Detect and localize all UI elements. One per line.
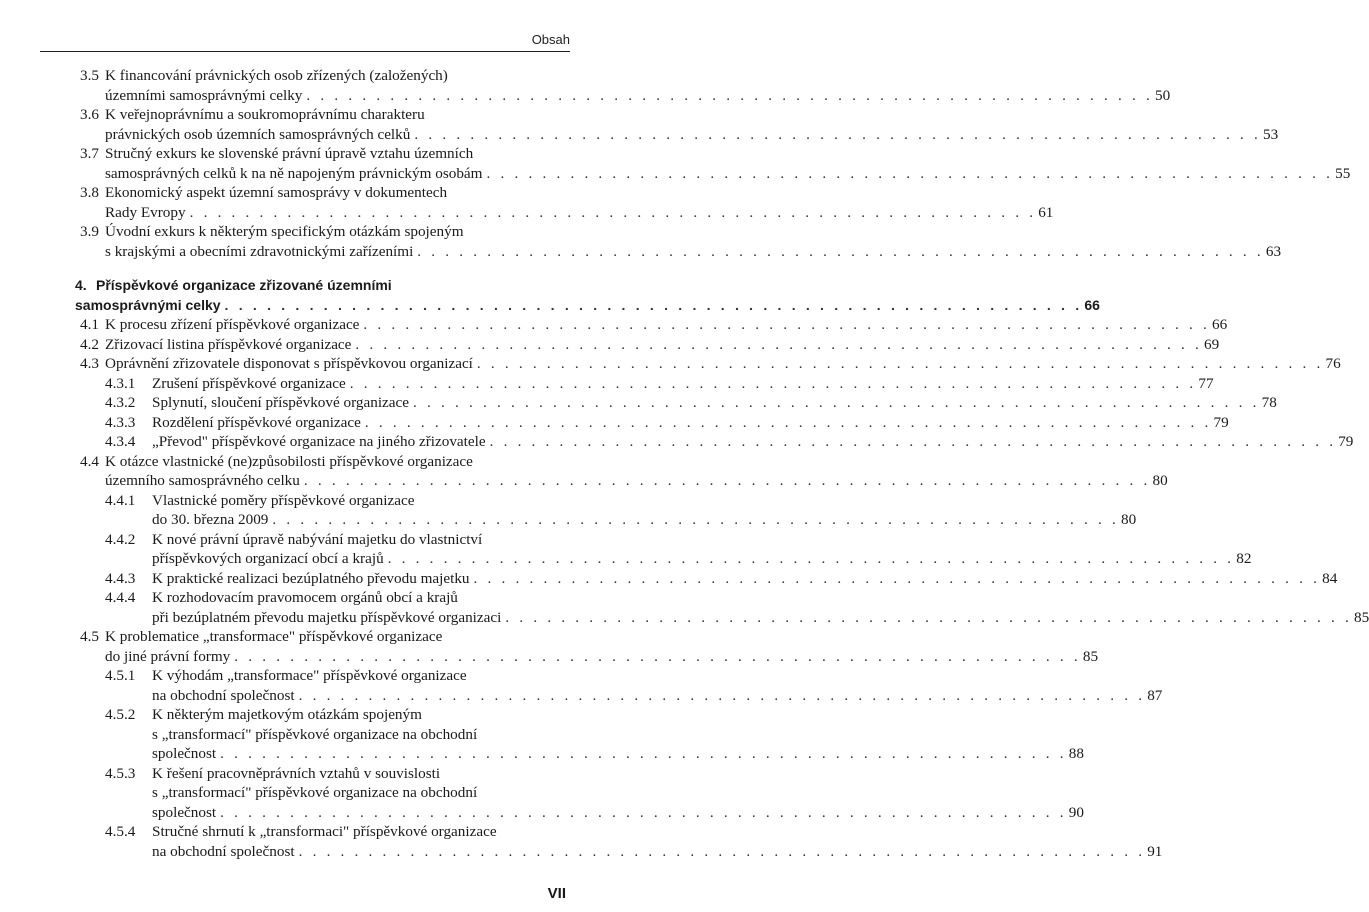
toc-entry-line — [0, 842, 1163, 862]
toc-entry-line — [0, 744, 1084, 764]
toc-entry-line — [0, 105, 600, 125]
toc-entry-title: Příspěvkové organizace zřizované územními — [96, 277, 392, 293]
toc-entry-title: na obchodní společnost — [152, 842, 295, 860]
toc-entry-line — [0, 393, 1277, 413]
toc-entry-title: Zřizovací listina příspěvkové organizace — [105, 335, 352, 353]
toc-entry-line — [0, 803, 1084, 823]
toc-entry-line — [0, 549, 1252, 569]
toc-entry-title: K financování právnických osob zřízených (založených) — [105, 67, 448, 84]
toc-entry-line — [0, 144, 600, 164]
dot-leader: . . . . . . . . . . . . . . . . . . . . . . . . . . . . . . . . . . . . . . . . . . . . . . . . . . . . . . . . . . . . . — [387, 550, 1235, 567]
toc-entry-number: 4.5 — [80, 628, 99, 645]
toc-entry-number: 3.7 — [80, 145, 99, 162]
toc-entry-line — [0, 164, 1351, 184]
dot-leader: . . . . . . . . . . . . . . . . . . . . . . . . . . . . . . . . . . . . . . . . . . . . . . . . . . . . . . . . . . . . . — [505, 608, 1352, 626]
dot-leader: . . . . . . . . . . . . . . . . . . . . . . . . . . . . . . . . . . . . . . . . . . . . . . . . . . . . . . . . . . . . . — [349, 374, 1197, 392]
toc-entry-line — [0, 510, 1137, 530]
toc-entry-title: Oprávnění zřizovatele disponovat s příspěvkovou organizací — [105, 355, 473, 372]
toc-entry-page: 76 — [1325, 355, 1341, 372]
toc-entry-title: K veřejnoprávnímu a soukromoprávnímu charakteru — [105, 106, 425, 123]
toc-entry-title: Vlastnické poměry příspěvkové organizace — [152, 491, 415, 509]
dot-leader: . . . . . . . . . . . . . . . . . . . . . . . . . . . . . . . . . . . . . . . . . . . . . . . . . . . . . . . . . . . . . — [363, 316, 1211, 333]
toc-entry-title: na obchodní společnost — [152, 686, 295, 704]
toc-entry-number: 4.1 — [80, 316, 99, 333]
toc-entry-title: K výhodám „transformace" příspěvkové organizace — [152, 667, 467, 684]
toc-entry-number: 4.5.1 — [105, 667, 136, 684]
dot-leader: . . . . . . . . . . . . . . . . . . . . . . . . . . . . . . . . . . . . . . . . . . . . . . . . . . . . . . . . . . . . . — [220, 745, 1067, 762]
toc-entry-line — [0, 783, 600, 803]
toc-entry-line — [0, 354, 1341, 374]
toc-entry-title: Stručný exkurs ke slovenské právní úpravě vztahu územních — [105, 145, 474, 162]
toc-entry-line — [0, 296, 1100, 316]
running-header-title: Obsah — [531, 32, 570, 47]
toc-entry-title: příspěvkových organizací obcí a krajů — [152, 550, 384, 567]
toc-entry-number: 4.4.3 — [105, 569, 136, 587]
toc-entry-title: při bezúplatném převodu majetku příspěvkové organizaci — [152, 608, 502, 626]
toc-entry-line — [0, 491, 600, 511]
dot-leader: . . . . . . . . . . . . . . . . . . . . . . . . . . . . . . . . . . . . . . . . . . . . . . . . . . . . . . . . . . . . . — [298, 686, 1146, 704]
toc-entry-number: 4.4 — [80, 452, 99, 470]
toc-entry-page: 91 — [1147, 842, 1163, 860]
toc-entry-line — [0, 125, 1279, 145]
toc-entry-number: 4.4.1 — [105, 491, 136, 509]
toc-entry-number: 4.5.4 — [105, 823, 136, 840]
toc-entry-line — [0, 222, 600, 242]
toc-entry-line — [0, 452, 600, 472]
toc-entry-title: právnických osob územních samosprávných celků — [105, 125, 411, 143]
toc-entry-title: K rozhodovacím pravomocem orgánů obcí a krajů — [152, 589, 458, 606]
toc-entry-page: 50 — [1155, 86, 1171, 104]
toc-entry-title: „Převod" příspěvkové organizace na jiného zřizovatele — [152, 433, 486, 450]
toc-entry-page: 85 — [1082, 647, 1099, 665]
toc-entry-title: K problematice „transformace" příspěvkové organizace — [105, 628, 443, 645]
dot-leader: . . . . . . . . . . . . . . . . . . . . . . . . . . . . . . . . . . . . . . . . . . . . . . . . . . . . . . . . . . . . . — [234, 647, 1081, 665]
toc-entry-line — [0, 686, 1163, 706]
toc-entry-number: 4.3 — [80, 355, 99, 372]
toc-entry-page: 79 — [1338, 433, 1354, 450]
dot-leader: . . . . . . . . . . . . . . . . . . . . . . . . . . . . . . . . . . . . . . . . . . . . . . . . . . . . . . . . . . . . . — [224, 296, 1083, 313]
toc-entry-line — [0, 666, 600, 686]
toc-entry-page: 79 — [1213, 413, 1229, 431]
toc-entry-title: Stručné shrnutí k „transformaci" příspěvkové organizace — [152, 823, 497, 840]
toc-entry-line — [0, 335, 1220, 355]
toc-entry-line — [0, 627, 600, 647]
toc-entry-number: 3.9 — [80, 223, 99, 240]
toc-entry-page: 78 — [1261, 394, 1277, 411]
dot-leader: . . . . . . . . . . . . . . . . . . . . . . . . . . . . . . . . . . . . . . . . . . . . . . . . . . . . . . . . . . . . . — [364, 413, 1212, 431]
toc-entry-number: 4.3.3 — [105, 413, 136, 431]
toc-entry-page: 61 — [1038, 203, 1054, 221]
toc-entry-page: 80 — [1121, 511, 1137, 528]
dot-leader: . . . . . . . . . . . . . . . . . . . . . . . . . . . . . . . . . . . . . . . . . . . . . . . . . . . . . . . . . . . . . — [489, 433, 1337, 450]
dot-leader: . . . . . . . . . . . . . . . . . . . . . . . . . . . . . . . . . . . . . . . . . . . . . . . . . . . . . . . . . . . . . — [473, 569, 1321, 587]
toc-entry-page: 84 — [1322, 569, 1338, 587]
toc-entry-title: územního samosprávného celku — [105, 472, 300, 489]
toc-entry-line — [0, 530, 600, 550]
toc-entry-line — [0, 66, 600, 86]
dot-leader: . . . . . . . . . . . . . . . . . . . . . . . . . . . . . . . . . . . . . . . . . . . . . . . . . . . . . . . . . . . . . — [414, 125, 1261, 143]
toc-entry-page: 90 — [1068, 803, 1084, 821]
toc-entry-number: 4.3.2 — [105, 394, 136, 411]
toc-entry-title: K nové právní úpravě nabývání majetku do vlastnictví — [152, 530, 483, 548]
toc-entry-number: 4.4.4 — [105, 589, 136, 606]
toc-entry-page: 69 — [1204, 335, 1220, 353]
toc-entry-title: K otázce vlastnické (ne)způsobilosti příspěvkové organizace — [105, 452, 473, 470]
toc-entry-page: 80 — [1152, 472, 1168, 489]
dot-leader: . . . . . . . . . . . . . . . . . . . . . . . . . . . . . . . . . . . . . . . . . . . . . . . . . . . . . . . . . . . . . — [220, 803, 1067, 821]
dot-leader: . . . . . . . . . . . . . . . . . . . . . . . . . . . . . . . . . . . . . . . . . . . . . . . . . . . . . . . . . . . . . — [486, 164, 1334, 182]
toc-entry-number: 4.2 — [80, 335, 99, 353]
toc-entry-title: s „transformací" příspěvkové organizace na obchodní — [152, 725, 478, 743]
dot-leader: . . . . . . . . . . . . . . . . . . . . . . . . . . . . . . . . . . . . . . . . . . . . . . . . . . . . . . . . . . . . . — [272, 511, 1120, 528]
toc-entry-title: do jiné právní formy — [105, 647, 231, 665]
toc-entry-title: K řešení pracovněprávních vztahů v souvislosti — [152, 764, 441, 782]
toc-entry-page: 87 — [1147, 686, 1163, 704]
toc-entry-title: K praktické realizaci bezúplatného převodu majetku — [152, 569, 470, 587]
toc-entry-line — [0, 86, 1171, 106]
toc-entry-title: samosprávnými celky — [75, 296, 221, 313]
toc-entry-line — [0, 608, 1369, 628]
dot-leader: . . . . . . . . . . . . . . . . . . . . . . . . . . . . . . . . . . . . . . . . . . . . . . . . . . . . . . . . . . . . . — [306, 86, 1154, 104]
toc-entry-number: 4.3.4 — [105, 433, 136, 450]
running-header — [40, 25, 570, 52]
toc-entry-page: 66 — [1084, 296, 1100, 313]
toc-entry-title: samosprávných celků k na ně napojeným právnickým osobám — [105, 164, 483, 182]
toc-entry-title: územními samosprávnými celky — [105, 86, 303, 104]
table-of-contents — [0, 66, 1369, 861]
toc-entry-page: 63 — [1265, 242, 1282, 260]
toc-entry-line — [0, 374, 1214, 394]
toc-entry-title: Rozdělení příspěvkové organizace — [152, 413, 361, 431]
toc-entry-line — [0, 822, 600, 842]
toc-entry-line — [0, 276, 600, 296]
toc-entry-line — [0, 183, 600, 203]
toc-entry-title: K některým majetkovým otázkám spojeným — [152, 706, 422, 723]
toc-entry-line — [0, 764, 600, 784]
dot-leader: . . . . . . . . . . . . . . . . . . . . . . . . . . . . . . . . . . . . . . . . . . . . . . . . . . . . . . . . . . . . . — [298, 842, 1146, 860]
toc-entry-page: 55 — [1335, 164, 1351, 182]
toc-entry-title: s krajskými a obecními zdravotnickými zařízeními — [105, 242, 414, 260]
toc-entry-page: 53 — [1262, 125, 1279, 143]
toc-entry-page: 66 — [1212, 316, 1228, 333]
toc-entry-line — [0, 647, 1099, 667]
toc-entry-number: 4.5.2 — [105, 706, 136, 723]
toc-entry-page: 88 — [1068, 745, 1084, 762]
toc-entry-number: 3.8 — [80, 184, 99, 201]
toc-entry-line — [0, 413, 1229, 433]
toc-entry-title: Zrušení příspěvkové organizace — [152, 374, 346, 392]
toc-entry-line — [0, 242, 1282, 262]
toc-entry-line — [0, 588, 600, 608]
toc-entry-number: 4.3.1 — [105, 374, 136, 392]
toc-entry-line — [0, 203, 1054, 223]
toc-entry-line — [0, 569, 1338, 589]
toc-entry-number: 4.5.3 — [105, 764, 136, 782]
toc-entry-line — [0, 705, 600, 725]
dot-leader: . . . . . . . . . . . . . . . . . . . . . . . . . . . . . . . . . . . . . . . . . . . . . . . . . . . . . . . . . . . . . — [413, 394, 1260, 411]
toc-entry-title: společnost — [152, 803, 217, 821]
toc-entry-number: 3.6 — [80, 106, 99, 123]
toc-entry-title: do 30. března 2009 — [152, 511, 269, 528]
toc-entry-title: společnost — [152, 745, 217, 762]
dot-leader: . . . . . . . . . . . . . . . . . . . . . . . . . . . . . . . . . . . . . . . . . . . . . . . . . . . . . . . . . . . . . — [476, 355, 1324, 372]
toc-entry-number: 4. — [75, 277, 87, 293]
toc-entry-number: 4.4.2 — [105, 530, 136, 548]
toc-entry-page: 82 — [1236, 550, 1252, 567]
dot-leader: . . . . . . . . . . . . . . . . . . . . . . . . . . . . . . . . . . . . . . . . . . . . . . . . . . . . . . . . . . . . . — [355, 335, 1203, 353]
toc-entry-line — [0, 432, 1354, 452]
toc-entry-title: K procesu zřízení příspěvkové organizace — [105, 316, 360, 333]
toc-entry-line — [0, 315, 1228, 335]
toc-entry-page: 85 — [1353, 608, 1369, 626]
dot-leader: . . . . . . . . . . . . . . . . . . . . . . . . . . . . . . . . . . . . . . . . . . . . . . . . . . . . . . . . . . . . . — [303, 472, 1151, 489]
toc-entry-title: Rady Evropy — [105, 203, 186, 221]
toc-entry-title: Splynutí, sloučení příspěvkové organizace — [152, 394, 410, 411]
toc-entry-number: 3.5 — [80, 67, 99, 84]
toc-entry-title: Úvodní exkurs k některým specifickým otázkám spojeným — [105, 223, 464, 240]
toc-entry-title: Ekonomický aspekt územní samosprávy v dokumentech — [105, 184, 448, 201]
toc-entry-line — [0, 725, 600, 745]
dot-leader: . . . . . . . . . . . . . . . . . . . . . . . . . . . . . . . . . . . . . . . . . . . . . . . . . . . . . . . . . . . . . — [417, 242, 1264, 260]
toc-entry-page: 77 — [1198, 374, 1214, 392]
toc-entry-line — [0, 471, 1168, 491]
toc-entry-title: s „transformací" příspěvkové organizace na obchodní — [152, 784, 478, 801]
page-number: VII — [547, 885, 566, 902]
dot-leader: . . . . . . . . . . . . . . . . . . . . . . . . . . . . . . . . . . . . . . . . . . . . . . . . . . . . . . . . . . . . . — [189, 203, 1037, 221]
